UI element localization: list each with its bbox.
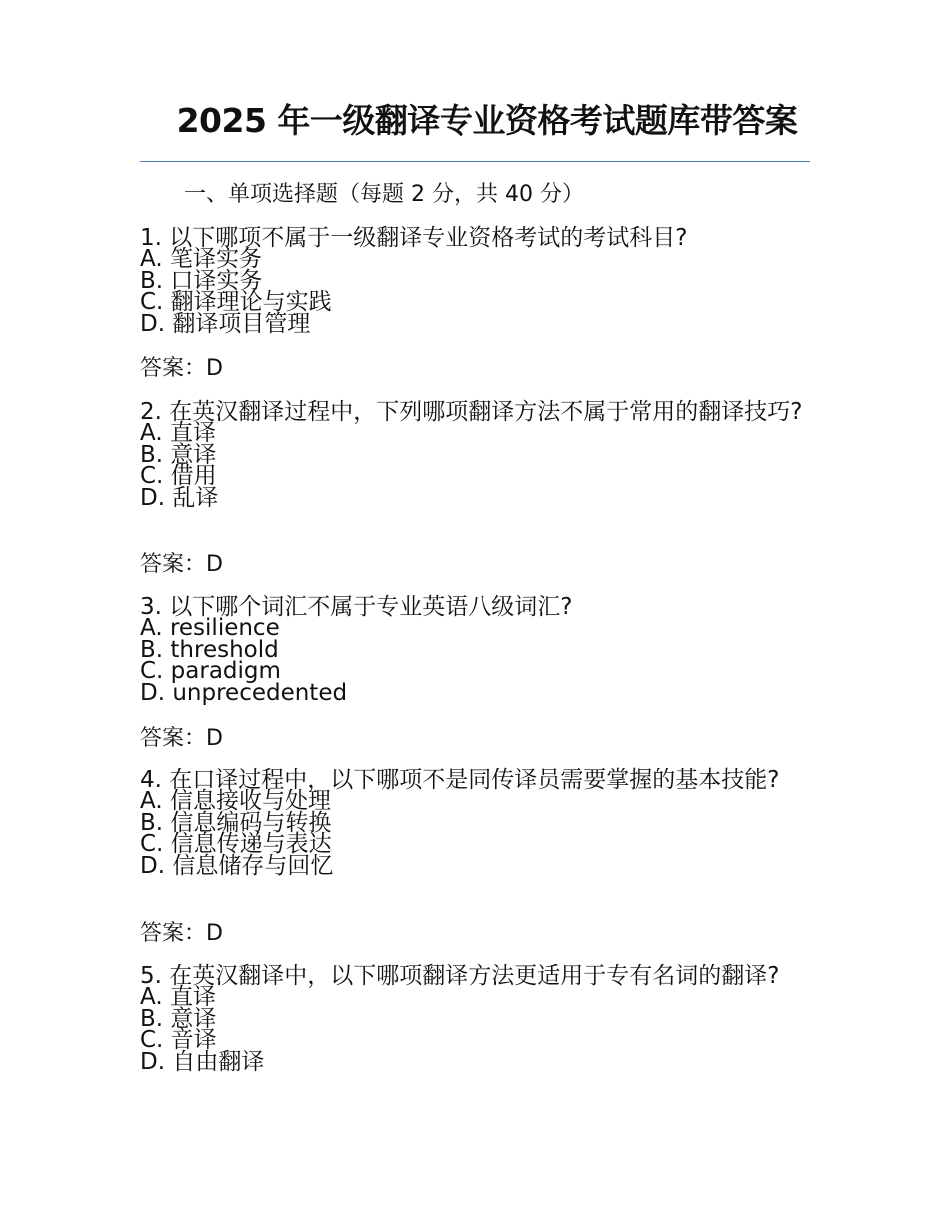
answer-1: 答案：D [140, 356, 223, 381]
option-a: A. 直译 [140, 984, 216, 1010]
option-a: A. 直译 [140, 420, 216, 446]
option-b: B. 意译 [140, 1005, 217, 1032]
question-5 [140, 963, 810, 1076]
option-b: B. 意译 [140, 441, 217, 468]
question-2 [140, 399, 810, 512]
answer-2: 答案：D [140, 552, 223, 577]
option-c: C. 音译 [140, 1027, 217, 1054]
question-3 [140, 594, 810, 707]
question-text: 1. 以下哪项不属于一级翻译专业资格考试的考试科目? [140, 225, 688, 251]
option-b: B. threshold [140, 636, 279, 663]
question-text: 4. 在口译过程中，以下哪项不是同传译员需要掌握的基本技能? [140, 767, 780, 793]
question-text: 5. 在英汉翻译中，以下哪项翻译方法更适用于专有名词的翻译? [140, 963, 780, 989]
option-b: B. 信息编码与转换 [140, 809, 332, 836]
option-a: A. resilience [140, 615, 280, 641]
option-a: A. 信息接收与处理 [140, 788, 331, 814]
question-4 [140, 767, 810, 880]
option-c: C. 信息传递与表达 [140, 831, 332, 858]
section-heading: 一、单项选择题（每题 2 分，共 40 分） [184, 182, 584, 207]
option-d: D. 翻译项目管理 [140, 311, 311, 338]
option-d: D. 自由翻译 [140, 1049, 265, 1076]
option-a: A. 笔译实务 [140, 246, 262, 272]
question-1 [140, 225, 810, 338]
document-title: 2025 年一级翻译专业资格考试题库带答案 [176, 101, 798, 140]
answer-4: 答案：D [140, 921, 223, 946]
option-d: D. unprecedented [140, 680, 348, 707]
option-c: C. paradigm [140, 658, 281, 685]
option-d: D. 信息储存与回忆 [140, 853, 334, 880]
title-divider [140, 161, 810, 162]
answer-3: 答案：D [140, 726, 223, 751]
option-c: C. 翻译理论与实践 [140, 289, 332, 316]
question-text: 3. 以下哪个词汇不属于专业英语八级词汇? [140, 594, 573, 620]
question-text: 2. 在英汉翻译过程中，下列哪项翻译方法不属于常用的翻译技巧? [140, 399, 803, 425]
option-c: C. 借用 [140, 463, 217, 490]
option-d: D. 乱译 [140, 485, 219, 512]
option-b: B. 口译实务 [140, 267, 263, 294]
